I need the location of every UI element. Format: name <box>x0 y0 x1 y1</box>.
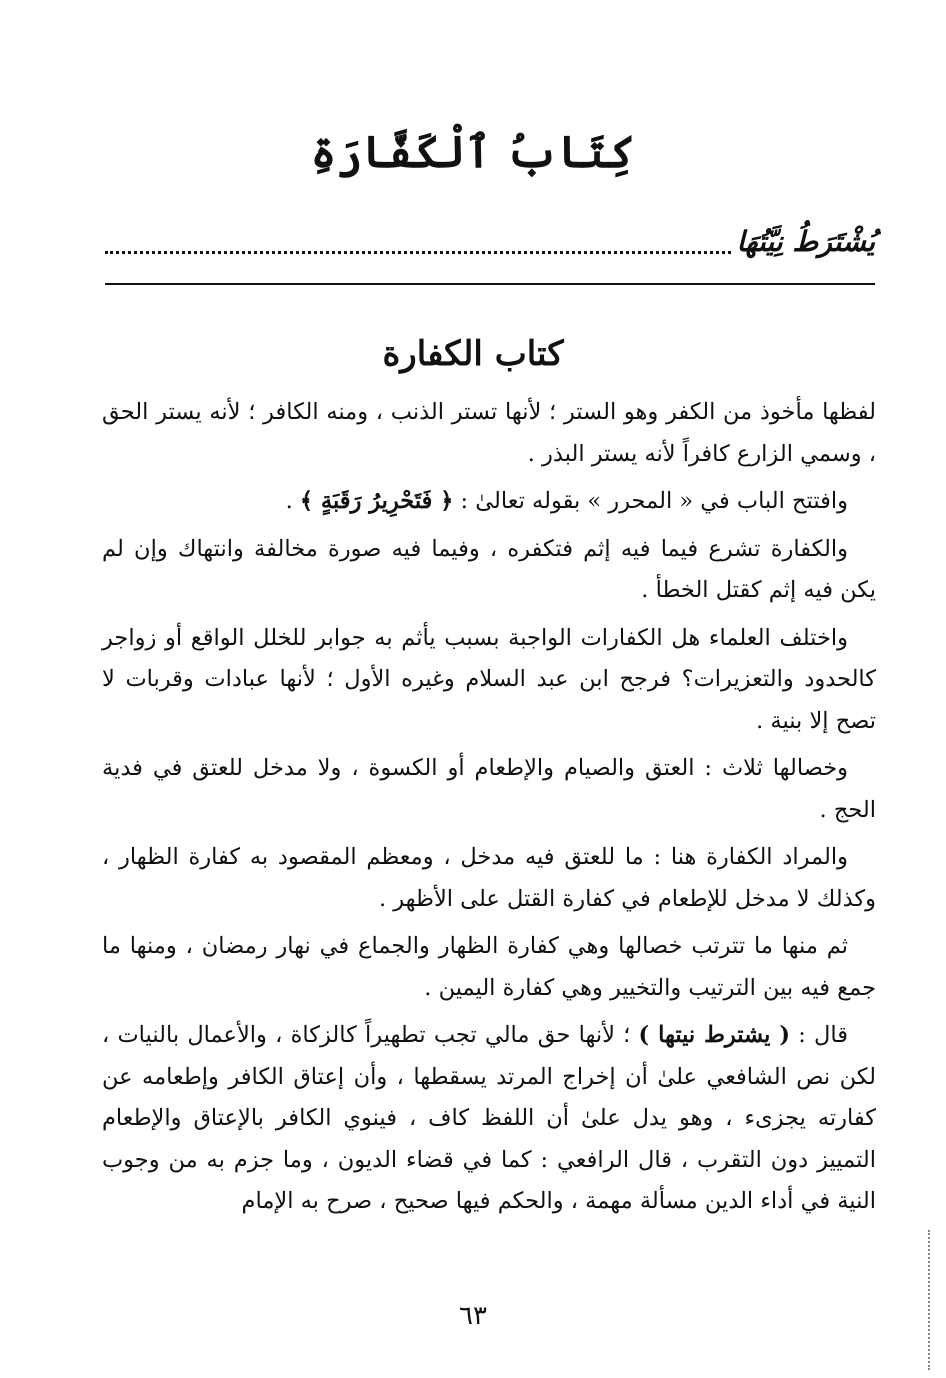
commentary-body <box>102 392 876 1229</box>
paragraph: واختلف العلماء هل الكفارات الواجبة بسبب يأثم به جوابر للخلل الواقع أو زواجر كالحدود والتعزيرات؟ فرجح ابن عبد السلام وغيره الأول ؛ لأنها عبادات وقربات لا تصح إلا بنية . <box>102 624 876 734</box>
paragraph-text: قال : <box>790 1022 849 1048</box>
paragraph: والمراد الكفارة هنا : ما للعتق فيه مدخل ، ومعظم المقصود به كفارة الظهار ، وكذلك لا مدخل للإطعام في كفارة القتل على الأظهر . <box>102 844 876 912</box>
quran-verse: ﴿ فَتَحْرِيرُ رَقَبَةٍ ﴾ <box>299 488 454 514</box>
paragraph: ثم منها ما تترتب خصالها وهي كفارة الظهار والجماع في نهار رمضان ، ومنها ما جمع فيه بين الترتيب والتخيير وهي كفارة اليمين . <box>102 933 876 1001</box>
matn-line <box>105 214 875 264</box>
paragraph-text: ؛ لأنها حق مالي تجب تطهيراً كالزكاة ، والأعمال بالنيات ، لكن نص الشافعي علىٰ أن إخراج المرتد يسقطها ، وأن إعتاق الكافر وإطعامه عن كفارته يجزىء ، وهو يدل علىٰ أن اللفظ كاف ، فينوي الكافر بالإعتاق والإطعام التمييز دون التقرب ، قال الرافعي : كما في قضاء الديون ، وما جزم به من وجوب النية في أداء الدين مسألة مهمة ، والحكم فيها صحيح ، صرح به الإمام <box>102 1022 876 1214</box>
dot-leader <box>105 241 731 254</box>
paragraph: والكفارة تشرع فيما فيه إثم فتكفره ، وفيما فيه صورة مخالفة وانتهاك وإن لم يكن فيه إثم كقتل الخطأ . <box>102 535 876 603</box>
page-number: ٦٣ <box>459 1301 487 1331</box>
paragraph-quran-opening <box>102 481 876 523</box>
paragraph-commentary <box>102 1015 876 1223</box>
horizontal-divider <box>105 283 875 285</box>
matn-quote: ( يشترط نيتها ) <box>638 1022 790 1048</box>
paragraph: وخصالها ثلاث : العتق والصيام والإطعام أو الكسوة ، ولا مدخل للعتق في فدية الحج . <box>102 755 876 823</box>
section-title: كتاب الكفارة <box>382 334 564 374</box>
paragraph-text: وافتتح الباب في « المحرر » بقوله تعالىٰ : <box>453 488 848 514</box>
paragraph-text: . <box>285 488 300 514</box>
paragraph: لفظها مأخوذ من الكفر وهو الستر ؛ لأنها تستر الذنب ، ومنه الكافر ؛ لأنه يستر الحق ، وسمي الزارع كافراً لأنه يستر البذر . <box>102 399 876 467</box>
matn-text: يُشْتَرَطُ نِيَّتُهَا <box>736 225 875 258</box>
book-title: كِتَابُ ٱلْكَفَّارَةِ <box>310 127 636 178</box>
scan-edge-marks <box>928 1230 934 1370</box>
